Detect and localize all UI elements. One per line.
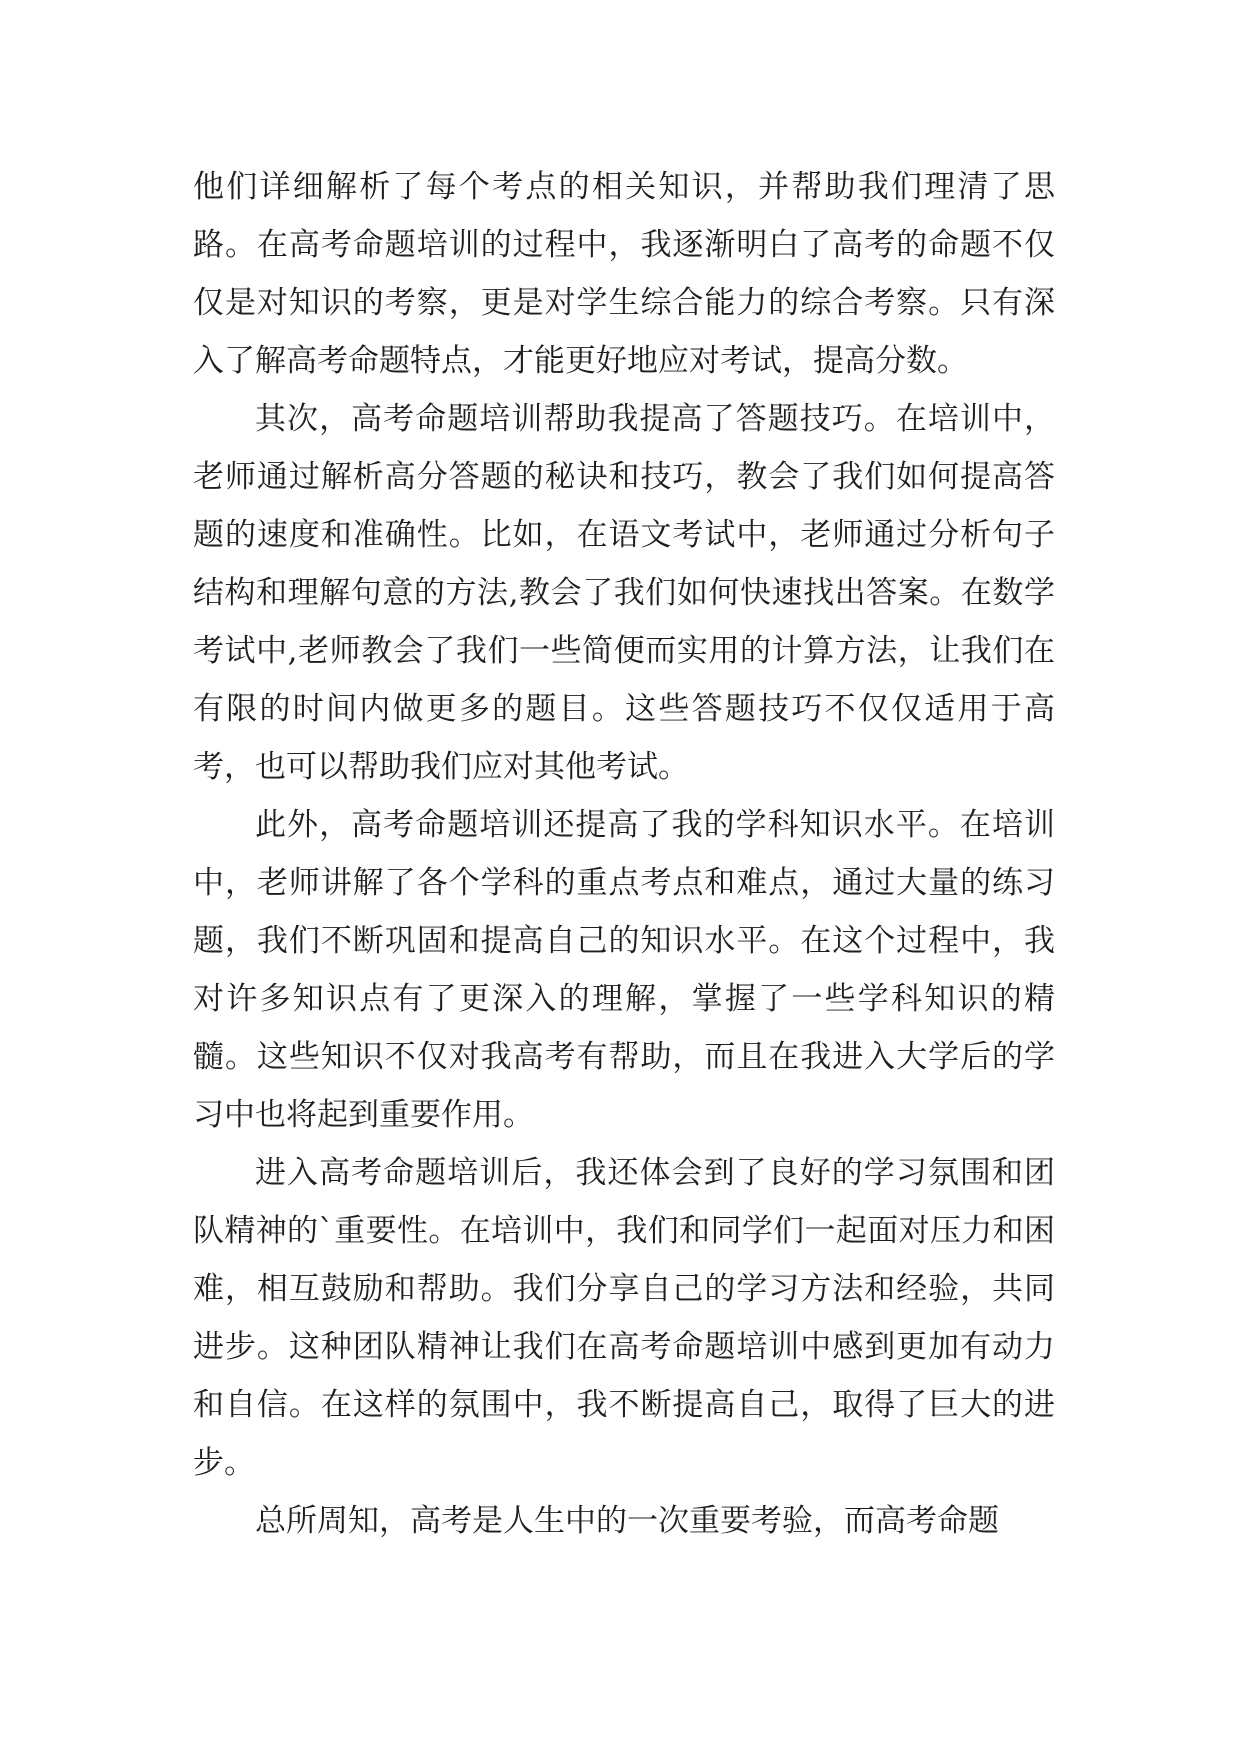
document-body <box>193 158 1055 1550</box>
paragraph: 进入高考命题培训后，我还体会到了良好的学习氛围和团队精神的`重要性。在培训中，我们和同学们一起面对压力和困难，相互鼓励和帮助。我们分享自己的学习方法和经验，共同进步。这种团队精神让我们在高考命题培训中感到更加有动力和自信。在这样的氛围中，我不断提高自己，取得了巨大的进步。 <box>193 1155 1055 1481</box>
paragraph: 其次，高考命题培训帮助我提高了答题技巧。在培训中，老师通过解析高分答题的秘诀和技巧，教会了我们如何提高答题的速度和准确性。比如，在语文考试中，老师通过分析句子结构和理解句意的方法,教会了我们如何快速找出答案。在数学考试中,老师教会了我们一些简便而实用的计算方法，让我们在有限的时间内做更多的题目。这些答题技巧不仅仅适用于高考，也可以帮助我们应对其他考试。 <box>193 401 1055 785</box>
paragraph: 总所周知，高考是人生中的一次重要考验，而高考命题 <box>255 1503 999 1539</box>
paragraph: 此外，高考命题培训还提高了我的学科知识水平。在培训中，老师讲解了各个学科的重点考点和难点，通过大量的练习题，我们不断巩固和提高自己的知识水平。在这个过程中，我对许多知识点有了更深入的理解，掌握了一些学科知识的精髓。这些知识不仅对我高考有帮助，而且在我进入大学后的学习中也将起到重要作用。 <box>193 807 1055 1133</box>
paragraph: 他们详细解析了每个考点的相关知识，并帮助我们理清了思路。在高考命题培训的过程中，我逐渐明白了高考的命题不仅仅是对知识的考察，更是对学生综合能力的综合考察。只有深入了解高考命题特点，才能更好地应对考试，提高分数。 <box>193 169 1055 379</box>
